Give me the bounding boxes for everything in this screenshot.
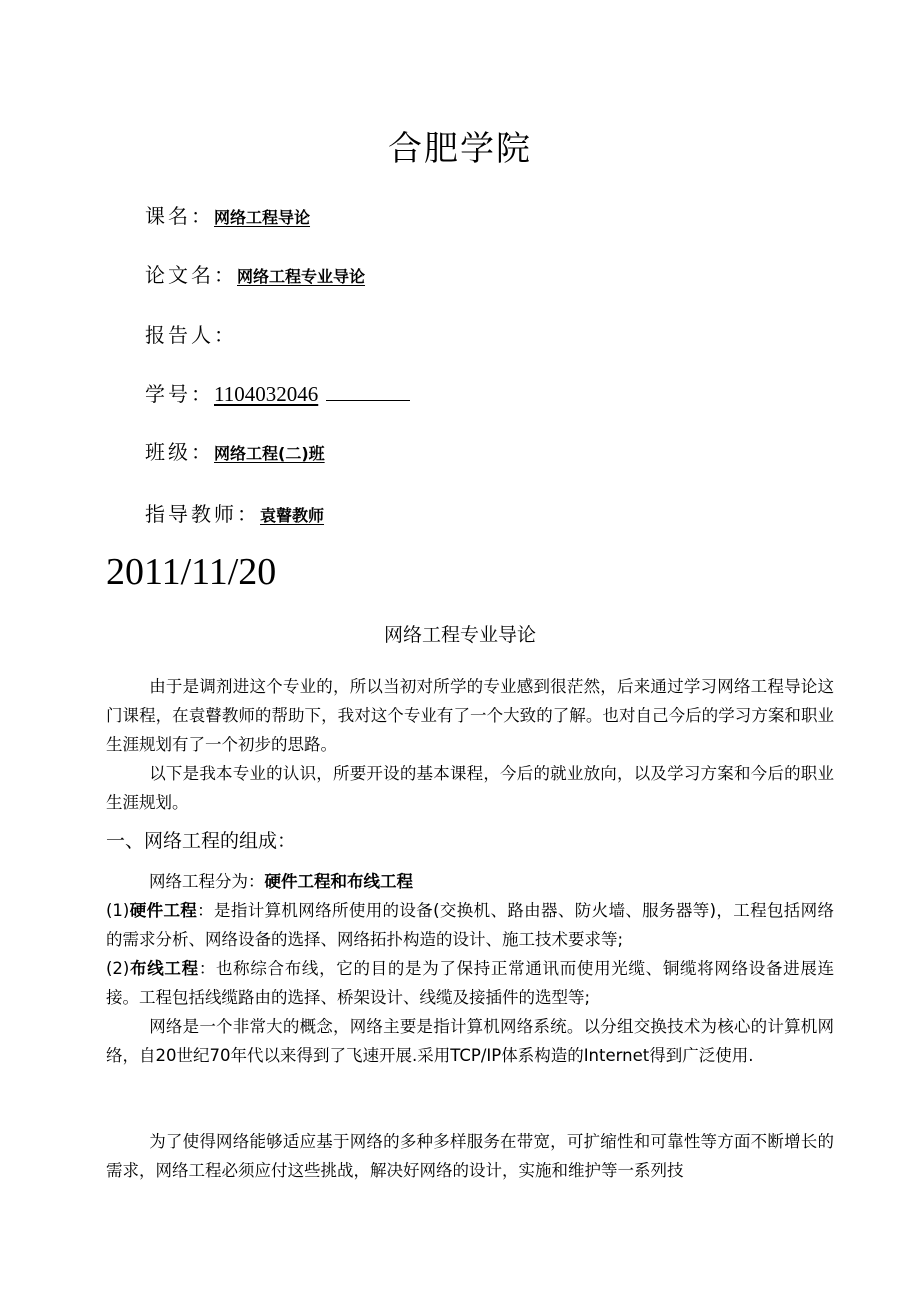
- article-title: 网络工程专业导论: [383, 624, 536, 646]
- student-id-blank: [326, 382, 410, 401]
- class-value: 网络工程(二)班: [214, 444, 325, 463]
- course-value: 网络工程导论: [214, 208, 311, 227]
- student-id-value: 1104032046: [214, 382, 319, 406]
- paragraph-intro: [106, 672, 834, 759]
- composition-bold: 硬件工程和布线工程: [264, 872, 413, 891]
- item-cabling-text: ：也称综合布线，它的目的是为了保持正常通讯而使用光缆、铜缆将网络设备进展连接。工程包括线缆路由的选择、桥架设计、线缆及接插件的选型等;: [106, 959, 835, 1007]
- student-id-row: [145, 380, 410, 408]
- thesis-row: [145, 261, 365, 291]
- paragraph-network: [106, 1012, 834, 1070]
- reporter-label: 报告人：: [145, 323, 237, 347]
- report-date: 2011/11/20: [106, 551, 277, 593]
- item-hardware-prefix: (1): [106, 901, 130, 920]
- college-title: 合肥学院: [388, 129, 532, 169]
- course-label: 课名：: [145, 204, 214, 228]
- student-id-label: 学号：: [145, 382, 214, 406]
- item-cabling: [106, 954, 834, 1012]
- section-heading-1: 一、网络工程的组成：: [106, 830, 297, 852]
- item-cabling-term: 布线工程: [129, 959, 199, 978]
- item-hardware-text: ：是指计算机网络所使用的设备(交换机、路由器、防火墙、服务器等)，工程包括网络的需求分析、网络设备的选择、网络拓扑构造的设计、施工技术要求等;: [106, 901, 835, 949]
- paragraph-overview-text: 以下是我本专业的认识，所要开设的基本课程，今后的就业放向，以及学习方案和今后的职业生涯规划。: [106, 764, 834, 812]
- class-label: 班级：: [145, 440, 214, 464]
- class-row: [145, 438, 325, 468]
- advisor-value: 袁瞽教师: [260, 506, 325, 525]
- paragraph-overview: [106, 759, 834, 817]
- item-cabling-prefix: (2): [106, 959, 130, 978]
- paragraph-challenges-text: 为了使得网络能够适应基于网络的多种多样服务在带宽，可扩缩性和可靠性等方面不断增长的需求，网络工程必须应付这些挑战，解决好网络的设计，实施和维护等一系列技: [106, 1132, 834, 1180]
- thesis-label: 论文名：: [145, 263, 237, 287]
- composition-line: [106, 867, 834, 896]
- item-hardware: [106, 896, 834, 954]
- thesis-value: 网络工程专业导论: [237, 267, 366, 286]
- paragraph-intro-text: 由于是调剂进这个专业的，所以当初对所学的专业感到很茫然，后来通过学习网络工程导论这门课程，在袁瞽教师的帮助下，我对这个专业有了一个大致的了解。也对自己今后的学习方案和职业生涯规划有了一个初步的思路。: [106, 677, 834, 754]
- reporter-row: [145, 321, 237, 349]
- composition-lead: 网络工程分为：: [149, 872, 265, 891]
- advisor-row: [145, 500, 324, 530]
- paragraph-challenges: [106, 1127, 834, 1185]
- paragraph-network-text: 网络是一个非常大的概念，网络主要是指计算机网络系统。以分组交换技术为核心的计算机网络，自20世纪70年代以来得到了飞速开展.采用TCP/IP体系构造的Internet得到广泛使用.: [106, 1017, 834, 1065]
- advisor-label: 指导教师：: [145, 502, 260, 526]
- item-hardware-term: 硬件工程: [129, 901, 198, 920]
- course-row: [145, 202, 310, 232]
